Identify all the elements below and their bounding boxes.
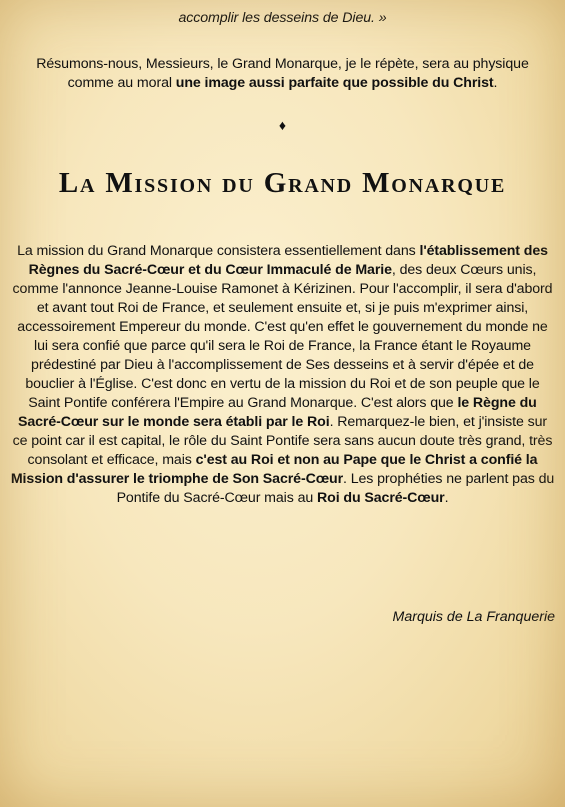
body-text-3: . Remarquez-le bien, et j'insiste sur ce point car il est capital, le rôle du Saint Pontife sera sans aucun doute très grand, très consolant et efficace, mais [12, 414, 553, 468]
body-text-1: La mission du Grand Monarque consistera essentiellement dans [17, 243, 420, 259]
intro-emphasis: une image aussi parfaite que possible du Christ [175, 75, 494, 91]
body-emphasis-3: c'est au Roi et non au Pape que le Christ a confié la Mission d'assurer le triomphe de Son Sacré-Cœur [10, 452, 538, 487]
body-text-4: . Les prophéties ne parlent pas du Pontife du Sacré-Cœur mais au [116, 471, 555, 506]
intro-paragraph [22, 55, 543, 93]
signature: Marquis de La Franquerie [392, 609, 555, 625]
body-text-2: , des deux Cœurs unis, comme l'annonce Jeanne-Louise Ramonet à Kérizinen. Pour l'accomplir, il sera d'abord et avant tout Roi de France, et seulement ensuite et, si je puis m'exprimer ainsi, accessoirement Empereur du monde. C'est qu'en effet le gouvernement du monde ne lui sera confié que parce qu'il sera le Roi de France, la France étant le Royaume prédestiné par Dieu à l'accomplissement de Ses desseins et à servir d'épée et de bouclier à l'Église. C'est donc en vertu de la mission du Roi et de son peuple que le Saint Pontife conférera l'Empire au Grand Monarque. C'est alors que [12, 262, 553, 411]
body-emphasis-4: Roi du Sacré-Cœur [317, 490, 445, 506]
diamond-separator-icon: ♦ [278, 117, 287, 133]
quote-end: accomplir les desseins de Dieu. » [178, 10, 387, 26]
body-paragraph [10, 242, 555, 508]
body-emphasis-1: l'établissement des Règnes du Sacré-Cœur et du Cœur Immaculé de Marie [28, 243, 548, 278]
intro-text-2: . [493, 75, 498, 91]
intro-text-1: Résumons-nous, Messieurs, le Grand Monarque, je le répète, sera au physique comme au moral [36, 56, 529, 91]
section-title: La Mission du Grand Monarque [58, 167, 507, 199]
body-text-5: . [444, 490, 449, 506]
body-emphasis-2: le Règne du Sacré-Cœur sur le monde sera établi par le Roi [17, 395, 537, 430]
